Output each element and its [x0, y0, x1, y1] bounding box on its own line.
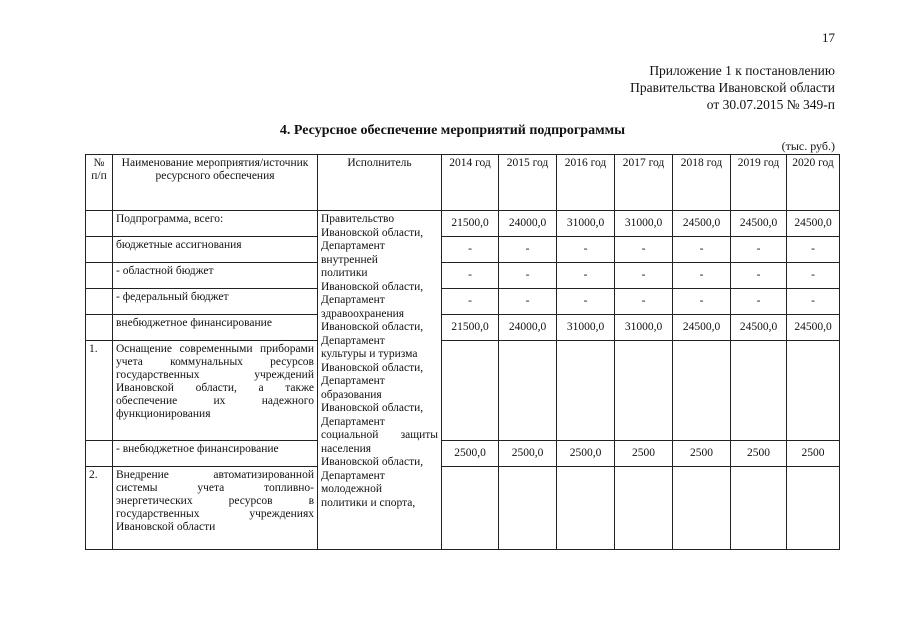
section-title: 4. Ресурсное обеспечение мероприятий подпрограммы [279, 123, 626, 138]
executor-line: Ивановской области, [321, 321, 424, 333]
units-note: (тыс. руб.) [781, 139, 835, 153]
value-cell [673, 341, 731, 441]
value-cell: - [557, 263, 615, 289]
executor-line: Департамент [321, 294, 385, 306]
value-cell: - [557, 237, 615, 263]
value-cell: 24500,0 [673, 315, 731, 341]
value-cell: - [673, 263, 731, 289]
resource-table [85, 154, 840, 550]
executor-line: внутренней [321, 253, 378, 266]
table-row [86, 441, 840, 467]
executor-line: Ивановской области, [321, 361, 424, 374]
header-year: 2016 год [557, 155, 615, 211]
table-row [86, 315, 840, 341]
page-number: 17 [822, 30, 835, 45]
value-cell [731, 341, 787, 441]
value-cell: 24000,0 [499, 211, 557, 237]
value-cell: 31000,0 [557, 315, 615, 341]
value-cell [615, 467, 673, 550]
value-cell: - [499, 263, 557, 289]
value-cell: 2500,0 [442, 441, 499, 467]
value-cell: - [787, 289, 840, 315]
row-no [86, 211, 113, 237]
row-no: 1. [86, 341, 113, 441]
executor-line: политики [321, 267, 368, 279]
table-row [86, 237, 840, 263]
executor-line: Ивановской области, [321, 280, 424, 293]
value-cell: 31000,0 [557, 211, 615, 237]
value-cell: 2500 [787, 441, 840, 467]
value-cell: - [731, 237, 787, 263]
header-year: 2017 год [615, 155, 673, 211]
value-cell: - [615, 263, 673, 289]
table-header-row [86, 155, 840, 211]
executor-line: населения [321, 442, 372, 455]
executor-line: социальной защиты [321, 429, 438, 441]
value-cell: - [499, 237, 557, 263]
table-row [86, 211, 840, 237]
value-cell: 2500,0 [499, 441, 557, 467]
executor-line: образования [321, 388, 382, 401]
row-no [86, 263, 113, 289]
value-cell: - [787, 237, 840, 263]
table-row [86, 341, 840, 441]
value-cell [499, 467, 557, 550]
value-cell: 24000,0 [499, 315, 557, 341]
value-cell [787, 341, 840, 441]
table-row [86, 467, 840, 550]
value-cell: - [731, 289, 787, 315]
appendix-line: Приложение 1 к постановлению [649, 63, 835, 78]
value-cell: 24500,0 [731, 315, 787, 341]
executor-line: молодежной [321, 483, 382, 495]
value-cell [615, 341, 673, 441]
value-cell: - [787, 263, 840, 289]
value-cell [557, 467, 615, 550]
value-cell: - [673, 289, 731, 315]
value-cell: 2500 [731, 441, 787, 467]
appendix-line: от 30.07.2015 № 349-п [706, 97, 835, 112]
value-cell: - [615, 237, 673, 263]
value-cell: - [442, 263, 499, 289]
value-cell: - [442, 237, 499, 263]
header-year: 2018 год [673, 155, 731, 211]
header-year: 2014 год [442, 155, 499, 211]
value-cell: - [615, 289, 673, 315]
value-cell: 2500,0 [557, 441, 615, 467]
value-cell: 31000,0 [615, 211, 673, 237]
value-cell [499, 341, 557, 441]
header-no: № п/п [86, 155, 113, 211]
value-cell: 2500 [673, 441, 731, 467]
executor-line: Департамент [321, 240, 385, 252]
executor-line: Ивановской области, [321, 226, 424, 239]
value-cell [731, 467, 787, 550]
row-no [86, 441, 113, 467]
header-executor: Исполнитель [318, 155, 442, 211]
value-cell: 24500,0 [787, 315, 840, 341]
executor-line: Департамент [321, 334, 385, 347]
executor-line: культуры и туризма [321, 348, 418, 360]
value-cell: 24500,0 [787, 211, 840, 237]
value-cell: - [557, 289, 615, 315]
header-year: 2020 год [787, 155, 840, 211]
executor-line: здравоохранения [321, 307, 405, 320]
value-cell [442, 467, 499, 550]
header-year: 2019 год [731, 155, 787, 211]
header-name: Наименование мероприятия/источник ресурсного обеспечения [113, 155, 318, 211]
executor-line: Ивановской области, [321, 402, 424, 414]
table-row [86, 263, 840, 289]
executor-line: Департамент [321, 375, 385, 387]
value-cell [442, 341, 499, 441]
value-cell: 21500,0 [442, 211, 499, 237]
row-name: - внебюджетное финансирование [113, 441, 318, 467]
row-no: 2. [86, 467, 113, 550]
row-name: - федеральный бюджет [113, 289, 318, 315]
value-cell: - [731, 263, 787, 289]
value-cell: 24500,0 [673, 211, 731, 237]
executor-line: Ивановской области, [321, 456, 424, 468]
header-year: 2015 год [499, 155, 557, 211]
executor-cell [318, 211, 442, 550]
appendix-reference [495, 62, 835, 113]
value-cell: - [673, 237, 731, 263]
row-name: внебюджетное финансирование [113, 315, 318, 341]
value-cell: 24500,0 [731, 211, 787, 237]
value-cell [673, 467, 731, 550]
appendix-line: Правительства Ивановской области [630, 80, 835, 95]
row-name: Внедрение автоматизированной системы учета топливно-энергетических ресурсов в государственных учреждениях Ивановской области [113, 467, 318, 550]
executor-line: Департамент [321, 469, 385, 482]
value-cell: 2500 [615, 441, 673, 467]
row-name: Подпрограмма, всего: [113, 211, 318, 237]
row-no [86, 315, 113, 341]
value-cell [557, 341, 615, 441]
executor-line: Департамент [321, 415, 385, 428]
executor-line: Правительство [321, 213, 395, 225]
row-no [86, 237, 113, 263]
value-cell: 21500,0 [442, 315, 499, 341]
row-no [86, 289, 113, 315]
value-cell: 31000,0 [615, 315, 673, 341]
row-name: бюджетные ассигнования [113, 237, 318, 263]
table-row [86, 289, 840, 315]
value-cell: - [442, 289, 499, 315]
value-cell: - [499, 289, 557, 315]
executor-line: политики и спорта, [321, 496, 416, 509]
row-name: - областной бюджет [113, 263, 318, 289]
value-cell [787, 467, 840, 550]
row-name: Оснащение современными приборами учета коммунальных ресурсов государственных учреждений Ивановской области, а также обеспечение их надежного функционирования [113, 341, 318, 441]
